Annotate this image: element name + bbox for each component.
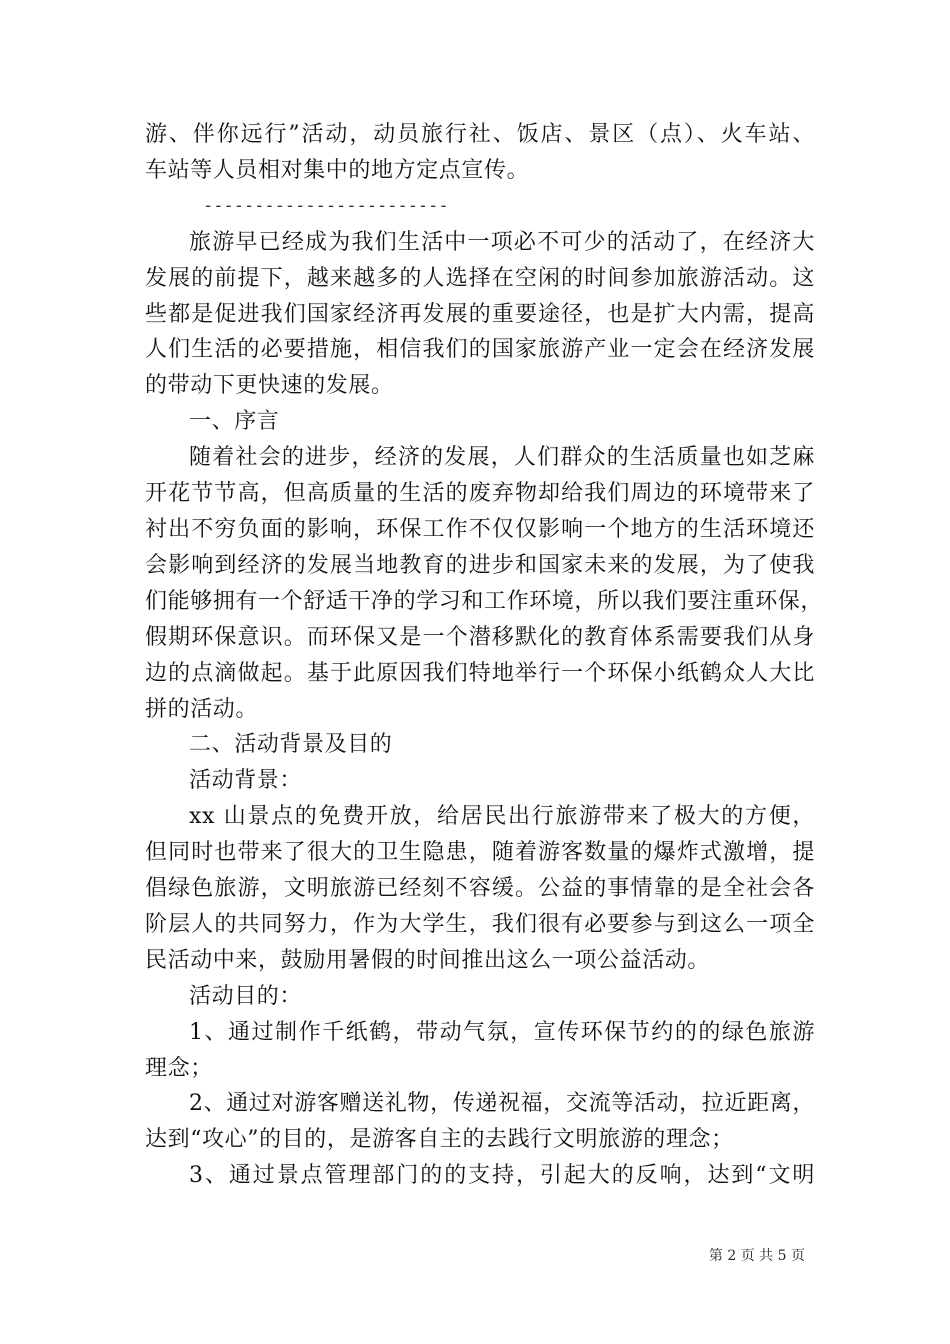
text-line: 3、通过景点管理部门的的支持，引起大的反响，达到“文明 [189,1163,815,1189]
text-line: 倡绿色旅游，文明旅游已经刻不容缓。公益的事情靠的是全社会各 [145,876,815,902]
text-line: 随着社会的进步，经济的发展，人们群众的生活质量也如芝麻 [189,445,815,471]
text-line: 但同时也带来了很大的卫生隐患，随着游客数量的爆炸式激增，提 [145,840,815,866]
page-number: 第 2 页 共 5 页 [708,1248,805,1264]
text-line: 发展的前提下，越来越多的人选择在空闲的时间参加旅游活动。这 [145,265,815,291]
text-line: 阶层人的共同努力，作为大学生，我们很有必要参与到这么一项全 [145,911,815,937]
text-line: 假期环保意识。而环保又是一个潜移默化的教育体系需要我们从身 [145,624,815,650]
text-line: 们能够拥有一个舒适干净的学习和工作环境，所以我们要注重环保， [145,588,824,614]
text-line: 理念； [145,1055,213,1081]
text-line: 达到“攻心”的目的，是游客自主的去践行文明旅游的理念； [145,1127,734,1153]
text-line: 一、序言 [189,409,280,435]
text-line: 衬出不穷负面的影响，环保工作不仅仅影响一个地方的生活环境还 [145,516,815,542]
text-line: 活动背景： [189,768,303,794]
text-line: 游、伴你远行”活动，动员旅行社、饭店、景区（点）、火车站、 [145,122,815,147]
text-line: 旅游早已经成为我们生活中一项必不可少的活动了，在经济大 [189,229,815,255]
text-line: xx 山景点的免费开放，给居民出行旅游带来了极大的方便， [189,804,815,830]
text-line: 的带动下更快速的发展。 [145,373,394,399]
text-line: 拼的活动。 [145,696,259,722]
text-line: 开花节节高，但高质量的生活的废弃物却给我们周边的环境带来了 [145,481,815,507]
text-line: 会影响到经济的发展当地教育的进步和国家未来的发展，为了使我 [145,552,815,578]
text-line: 人们生活的必要措施，相信我们的国家旅游产业一定会在经济发展 [145,337,815,363]
text-line: 活动目的： [189,983,303,1009]
text-line: 2、通过对游客赠送礼物，传递祝福，交流等活动，拉近距离， [189,1091,815,1117]
text-line: 些都是促进我们国家经济再发展的重要途径，也是扩大内需，提高 [145,301,815,327]
text-line: 二、活动背景及目的 [189,732,393,758]
text-line: 民活动中来，鼓励用暑假的时间推出这么一项公益活动。 [145,947,711,973]
text-line: 边的点滴做起。基于此原因我们特地举行一个环保小纸鹤众人大比 [145,660,815,686]
text-line: 车站等人员相对集中的地方定点宣传。 [145,157,530,183]
text-line: 1、通过制作千纸鹤，带动气氛，宣传环保节约的的绿色旅游 [189,1019,815,1045]
separator-line: ------------------------ [203,195,449,216]
document-body [145,117,824,1194]
